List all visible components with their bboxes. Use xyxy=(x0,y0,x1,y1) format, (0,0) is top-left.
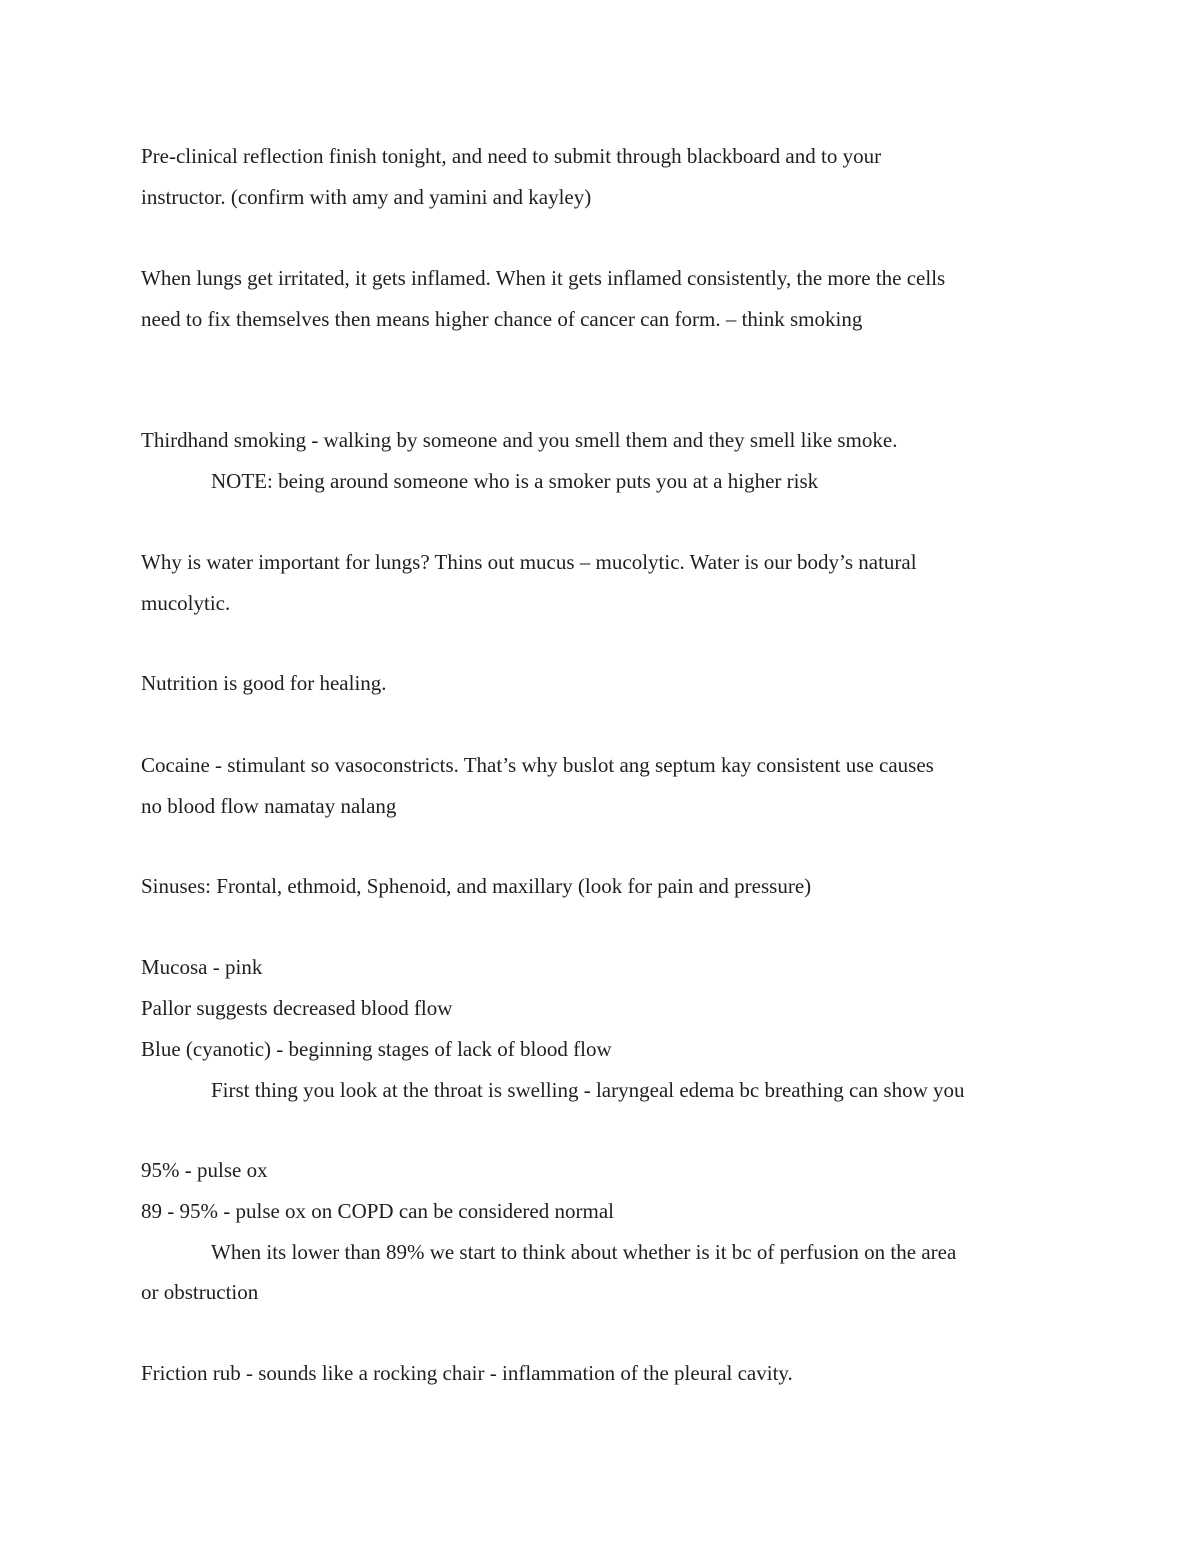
text-line: Friction rub - sounds like a rocking chair - inflammation of the pleural cavity. xyxy=(141,1361,793,1385)
text-line: or obstruction xyxy=(141,1280,259,1304)
text-line: Why is water important for lungs? Thins out mucus – mucolytic. Water is our body’s natural xyxy=(141,550,917,574)
text-line: Pre-clinical reflection finish tonight, and need to submit through blackboard and to your xyxy=(141,144,882,168)
text-line: Nutrition is good for healing. xyxy=(141,671,387,695)
text-line: Cocaine - stimulant so vasoconstricts. That’s why buslot ang septum kay consistent use causes xyxy=(141,753,934,777)
text-line: 89 - 95% - pulse ox on COPD can be considered normal xyxy=(141,1199,614,1223)
text-line: Blue (cyanotic) - beginning stages of lack of blood flow xyxy=(141,1037,612,1061)
text-line: Mucosa - pink xyxy=(141,955,263,979)
indented-note: NOTE: being around someone who is a smoker puts you at a higher risk xyxy=(211,469,819,493)
text-line: When lungs get irritated, it gets inflamed. When it gets inflamed consistently, the more the cells xyxy=(141,266,946,290)
indented-note: First thing you look at the throat is swelling - laryngeal edema bc breathing can show you xyxy=(211,1078,965,1102)
indented-note: When its lower than 89% we start to think about whether is it bc of perfusion on the area xyxy=(211,1240,957,1264)
text-line: Sinuses: Frontal, ethmoid, Sphenoid, and maxillary (look for pain and pressure) xyxy=(141,874,812,898)
text-line: Pallor suggests decreased blood flow xyxy=(141,996,453,1020)
text-line: Thirdhand smoking - walking by someone and you smell them and they smell like smoke. xyxy=(141,428,898,452)
text-line: need to fix themselves then means higher chance of cancer can form. – think smoking xyxy=(141,307,863,331)
text-line: instructor. (confirm with amy and yamini and kayley) xyxy=(141,185,592,209)
text-line: no blood flow namatay nalang xyxy=(141,794,397,818)
text-line: 95% - pulse ox xyxy=(141,1158,268,1182)
text-line: mucolytic. xyxy=(141,591,231,615)
